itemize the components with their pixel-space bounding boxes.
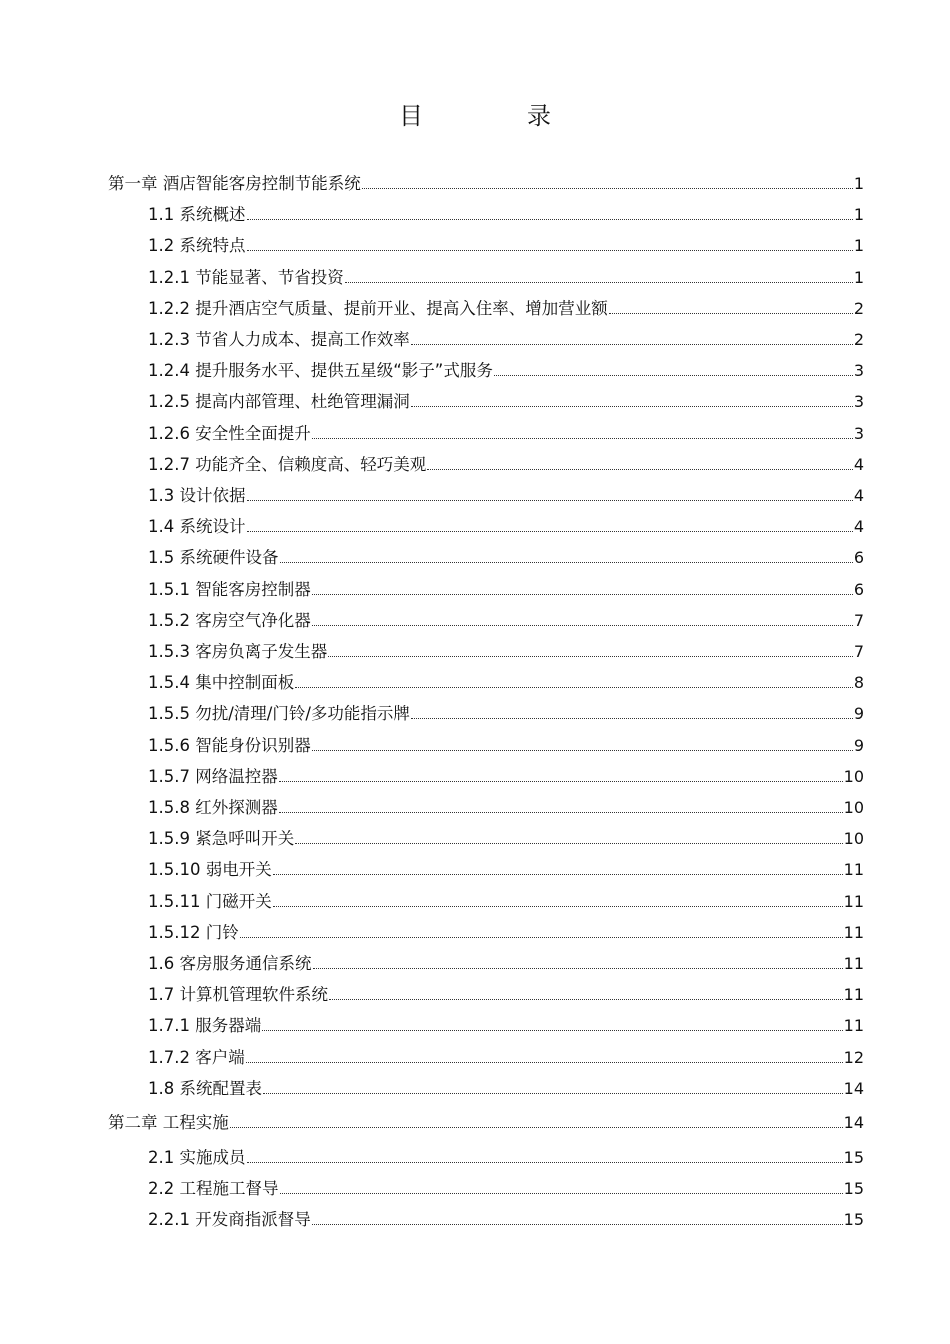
toc-section-entry[interactable] (148, 422, 864, 444)
toc-page-number: 10 (843, 766, 864, 786)
dot-leader (411, 718, 853, 719)
toc-page-number: 14 (843, 1112, 864, 1132)
toc-chapter-entry[interactable] (108, 1111, 864, 1133)
toc-entry-label: 2.2 工程施工督导 (148, 1179, 279, 1198)
toc-page-number: 1 (853, 267, 864, 287)
toc-section-entry[interactable] (148, 484, 864, 506)
dot-leader (362, 188, 853, 189)
toc-section-entry[interactable] (148, 453, 864, 475)
dot-leader (247, 250, 853, 251)
dot-leader (280, 1193, 843, 1194)
toc-entry-label: 1.7.2 客户端 (148, 1047, 245, 1067)
dot-leader (609, 313, 853, 314)
toc-page-number: 11 (843, 1016, 864, 1036)
dot-leader (312, 594, 853, 595)
dot-leader (329, 999, 843, 1000)
toc-section-entry[interactable] (148, 796, 864, 818)
toc-entry-label: 1.5.6 智能身份识别器 (148, 735, 311, 755)
toc-section-entry[interactable] (148, 578, 864, 600)
toc-entry-label: 1.2.2 提升酒店空气质量、提前开业、提高入住率、增加营业额 (148, 298, 608, 318)
toc-entry-label: 1.8 系统配置表 (148, 1078, 262, 1098)
toc-section-entry[interactable] (148, 328, 864, 350)
dot-leader (240, 937, 843, 938)
toc-entry-label: 第二章 工程实施 (108, 1112, 229, 1132)
toc-page-number: 1 (853, 174, 864, 193)
toc-entry-label: 1.3 设计依据 (148, 486, 246, 505)
toc-section-entry[interactable] (148, 234, 864, 256)
toc-section-entry[interactable] (148, 765, 864, 787)
toc-section-entry[interactable] (148, 890, 864, 912)
toc-entry-label: 1.2 系统特点 (148, 236, 246, 256)
toc-entry-label: 1.6 客房服务通信系统 (148, 954, 312, 973)
toc-entry-label: 1.5.2 客房空气净化器 (148, 610, 311, 630)
toc-section-entry[interactable] (148, 952, 864, 974)
dot-leader (273, 874, 843, 875)
toc-page-number: 7 (853, 610, 864, 630)
toc-page-number: 6 (853, 579, 864, 599)
dot-leader (427, 469, 853, 470)
dot-leader (247, 531, 853, 532)
dot-leader (263, 1093, 843, 1094)
toc-page-number: 6 (853, 548, 864, 568)
toc-page-number: 11 (843, 922, 864, 942)
toc-page-number: 11 (843, 954, 864, 973)
toc-entry-label: 1.2.1 节能显著、节省投资 (148, 267, 344, 287)
toc-entry-label: 1.5.1 智能客房控制器 (148, 579, 311, 599)
toc-section-entry[interactable] (148, 359, 864, 381)
toc-page-number: 1 (853, 205, 864, 225)
toc-chapter-entry[interactable] (108, 172, 864, 194)
toc-entry-label: 1.5.10 弱电开关 (148, 860, 272, 880)
dot-leader (312, 625, 853, 626)
toc-entry-label: 1.5.4 集中控制面板 (148, 673, 295, 693)
toc-section-entry[interactable] (148, 1208, 864, 1230)
toc-page-number: 12 (843, 1047, 864, 1067)
toc-entry-label: 1.5 系统硬件设备 (148, 548, 279, 568)
toc-entry-label: 1.1 系统概述 (148, 205, 246, 225)
toc-entry-label: 2.2.1 开发商指派督导 (148, 1210, 311, 1230)
dot-leader (345, 282, 853, 283)
toc-section-entry[interactable] (148, 1177, 864, 1199)
page-title: 目 录 (399, 102, 591, 130)
toc-page-number: 11 (843, 985, 864, 1005)
toc-section-entry[interactable] (148, 1077, 864, 1099)
toc-page-number: 15 (843, 1210, 864, 1230)
toc-entry-label: 2.1 实施成员 (148, 1147, 246, 1167)
dot-leader (411, 344, 853, 345)
toc-page-number: 14 (843, 1078, 864, 1098)
toc-section-entry[interactable] (148, 640, 864, 662)
toc-entry-label: 1.2.7 功能齐全、信赖度高、轻巧美观 (148, 454, 427, 474)
toc-page-number: 4 (853, 517, 864, 537)
toc-section-entry[interactable] (148, 1014, 864, 1036)
toc-entry-label: 1.2.6 安全性全面提升 (148, 423, 311, 443)
dot-leader (273, 906, 843, 907)
toc-section-entry[interactable] (148, 546, 864, 568)
toc-entry-label: 1.5.5 勿扰/清理/门铃/多功能指示牌 (148, 704, 410, 724)
toc-entry-label: 1.5.3 客房负离子发生器 (148, 642, 328, 661)
toc-page-number: 9 (853, 735, 864, 755)
dot-leader (295, 843, 842, 844)
toc-page-number: 11 (843, 860, 864, 880)
toc-page-number: 15 (843, 1147, 864, 1167)
toc-entry-label: 1.5.9 紧急呼叫开关 (148, 829, 295, 849)
toc-entry-label: 1.4 系统设计 (148, 517, 246, 537)
toc-entry-label: 1.5.12 门铃 (148, 922, 239, 942)
toc-section-entry[interactable] (148, 266, 864, 288)
toc-section-entry[interactable] (148, 702, 864, 724)
toc-entry-label: 1.7.1 服务器端 (148, 1016, 262, 1036)
toc-section-entry[interactable] (148, 609, 864, 631)
dot-leader (230, 1127, 843, 1128)
dot-leader (312, 750, 853, 751)
toc-page-number: 3 (853, 392, 864, 412)
toc-section-entry[interactable] (148, 983, 864, 1005)
dot-leader (279, 781, 843, 782)
dot-leader (279, 812, 843, 813)
dot-leader (247, 219, 853, 220)
toc-page-number: 2 (853, 330, 864, 349)
dot-leader (295, 687, 853, 688)
dot-leader (494, 375, 853, 376)
toc-section-entry[interactable] (148, 734, 864, 756)
toc-page-number: 4 (853, 486, 864, 505)
toc-entry-label: 1.5.11 门磁开关 (148, 891, 272, 911)
toc-page-number: 15 (843, 1179, 864, 1198)
toc-entry-label: 1.2.5 提高内部管理、杜绝管理漏洞 (148, 392, 410, 412)
toc-entry-label: 1.2.4 提升服务水平、提供五星级“影子”式服务 (148, 361, 493, 381)
toc-section-entry[interactable] (148, 203, 864, 225)
toc-page-number: 2 (853, 298, 864, 318)
toc-section-entry[interactable] (148, 921, 864, 943)
toc-page-number: 10 (843, 798, 864, 817)
dot-leader (280, 562, 853, 563)
toc-section-entry[interactable] (148, 1046, 864, 1068)
toc-page-number: 3 (853, 361, 864, 381)
toc-page-number: 1 (853, 236, 864, 256)
toc-section-entry[interactable] (148, 297, 864, 319)
toc-page-number: 3 (853, 423, 864, 443)
dot-leader (411, 406, 853, 407)
dot-leader (312, 1224, 843, 1225)
toc-entry-label: 1.7 计算机管理软件系统 (148, 985, 328, 1005)
toc-page-number: 8 (853, 673, 864, 693)
toc-entry-label: 1.5.7 网络温控器 (148, 766, 278, 786)
dot-leader (262, 1030, 842, 1031)
toc-entry-label: 1.2.3 节省人力成本、提高工作效率 (148, 330, 410, 349)
toc-page-number: 7 (853, 642, 864, 661)
toc-page-number: 10 (843, 829, 864, 849)
toc-section-entry[interactable] (148, 858, 864, 880)
dot-leader (312, 438, 853, 439)
toc-section-entry[interactable] (148, 827, 864, 849)
toc-page-number: 4 (853, 454, 864, 474)
toc-section-entry[interactable] (148, 671, 864, 693)
toc-section-entry[interactable] (148, 390, 864, 412)
dot-leader (247, 500, 853, 501)
dot-leader (313, 968, 843, 969)
toc-entry-label: 第一章 酒店智能客房控制节能系统 (108, 174, 361, 193)
toc-page-number: 9 (853, 704, 864, 724)
toc-section-entry[interactable] (148, 515, 864, 537)
toc-page-number: 11 (843, 891, 864, 911)
toc-section-entry[interactable] (148, 1146, 864, 1168)
dot-leader (328, 656, 853, 657)
dot-leader (247, 1162, 843, 1163)
toc-entry-label: 1.5.8 红外探测器 (148, 798, 278, 817)
dot-leader (246, 1062, 843, 1063)
